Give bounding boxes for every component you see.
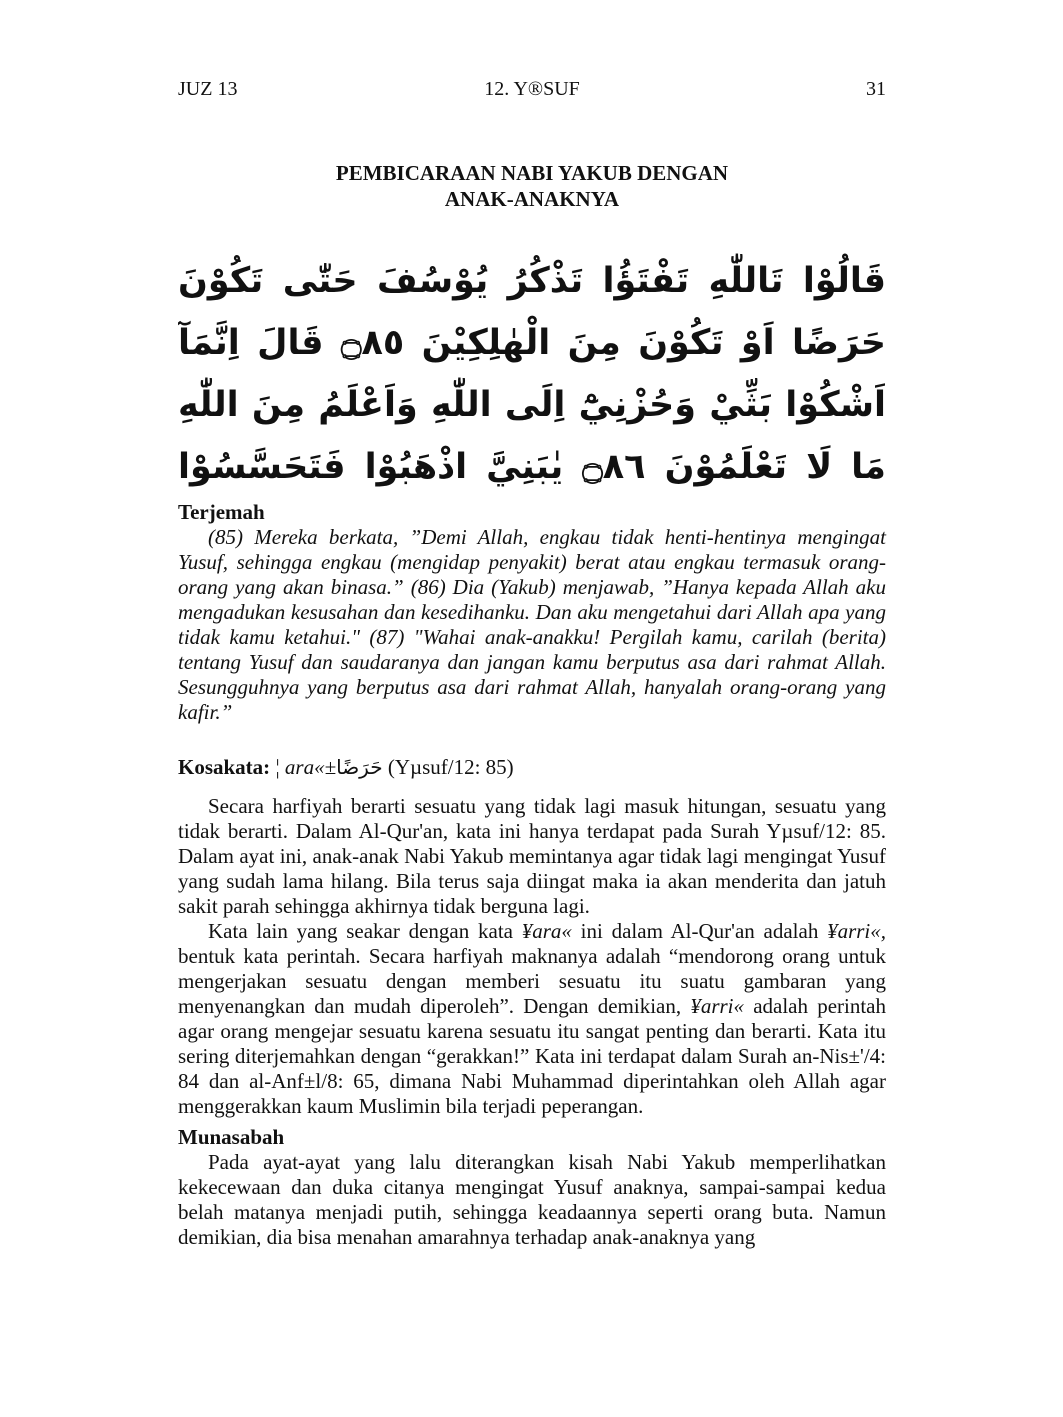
para2-term-1: ¥ara«	[521, 919, 572, 943]
section-title-line2: ANAK-ANAKNYA	[444, 187, 620, 211]
kosakata-label: Kosakata:	[178, 755, 271, 779]
para2-text-4: adalah perintah agar orang mengejar sesuatu karena sesuatu itu sangat penting dan berarti. Kata itu sering diterjemahkan dengan “gerakkan!” Kata ini terdapat dalam Surah an-Nis±'/4: 84 dan al-Anf±l/8: 65, dimana Nabi Muhammad diperintahkan oleh Allah agar menggerakkan kaum Muslimin bila terjadi peperangan.	[178, 994, 886, 1118]
surah-label: 12. Y®SUF	[484, 78, 580, 100]
arabic-verse-block: قَالُوْا تَاللّٰهِ تَفْتَؤُا تَذْكُرُ يُوْسُفَ حَتّٰى تَكُوْنَ حَرَضًا اَوْ تَكُوْنَ مِنَ الْهٰلِكِيْنَ ۝٨٥ قَالَ اِنَّمَآ اَشْكُوْا بَثِّيْ وَحُزْنِيْٓ اِلَى اللّٰهِ وَاَعْلَمُ مِنَ اللّٰهِ مَا لَا تَعْلَمُوْنَ ۝٨٦ يٰبَنِيَّ اذْهَبُوْا فَتَحَسَّسُوْا	[178, 261, 886, 487]
para2-text-2: ini dalam Al-Qur'an adalah	[571, 919, 828, 943]
kosakata-paragraph-2	[178, 919, 886, 1119]
kosakata-arabic: حَرَضًا	[336, 755, 383, 779]
page-number: 31	[866, 78, 886, 100]
section-title-line1: PEMBICARAAN NABI YAKUB DENGAN	[335, 161, 729, 185]
page	[178, 76, 886, 1250]
terjemah-text: (85) Mereka berkata, ”Demi Allah, engkau tidak henti-hentinya mengingat Yusuf, sehingga engkau (mengidap penyakit) berat atau engkau termasuk orang-orang yang akan binasa.” (86) Dia (Yakub) menjawab, ”Hanya kepada Allah aku mengadukan kesusahan dan kesedihanku. Dan aku mengetahui dari Allah apa yang tidak kamu ketahui." (87) "Wahai anak-anakku! Pergilah kamu, carilah (berita) tentang Yusuf dan saudaranya dan jangan kamu berputus asa dari rahmat Allah. Sesungguhnya yang berputus asa dari rahmat Allah, hanyalah orang-orang yang kafir.”	[178, 525, 886, 724]
juz-label: JUZ 13	[178, 78, 238, 100]
para2-term-2: ¥arri«,	[827, 919, 887, 943]
munasabah-text: Pada ayat-ayat yang lalu diterangkan kisah Nabi Yakub memperlihatkan kekecewaan dan duka citanya mengingat Yusuf anaknya, sampai-sampai kedua belah matanya menjadi putih, sehingga keadaannya seperti orang buta. Namun demikian, dia bisa menahan amarahnya terhadap anak-anaknya yang	[178, 1150, 886, 1249]
para2-text-3: bentuk kata perintah. Secara harfiyah maknanya adalah “mendorong orang untuk mengerjakan sesuatu dengan memberi sesuatu itu suatu gambaran yang menyenangkan dan mudah diperoleh”. Dengan demikian,	[178, 944, 886, 1018]
section-title	[178, 160, 886, 212]
munasabah-heading: Munasabah	[178, 1125, 285, 1149]
kosakata-term: ara«±	[284, 755, 337, 779]
kosakata-separator: ¦	[270, 755, 285, 779]
kosakata-line	[178, 755, 886, 780]
para2-term-3: ¥arri«	[690, 994, 745, 1018]
kosakata-paragraph-1: Secara harfiyah berarti sesuatu yang tidak lagi masuk hitungan, sesuatu yang tidak berarti. Dalam Al-Qur'an, kata ini hanya terdapat pada Surah Yµsuf/12: 85. Dalam ayat ini, anak-anak Nabi Yakub memintanya agar tidak lagi mengingat Yusuf yang sudah lama hilang. Bila terus saja diingat maka ia akan menderita dan jatuh sakit parah sehingga akhirnya tidak berguna lagi.	[178, 794, 886, 918]
para2-text-1: Kata lain yang seakar dengan kata	[208, 919, 522, 943]
running-header	[178, 76, 886, 106]
terjemah-heading: Terjemah	[178, 500, 265, 524]
kosakata-reference: (Yµsuf/12: 85)	[382, 755, 514, 779]
